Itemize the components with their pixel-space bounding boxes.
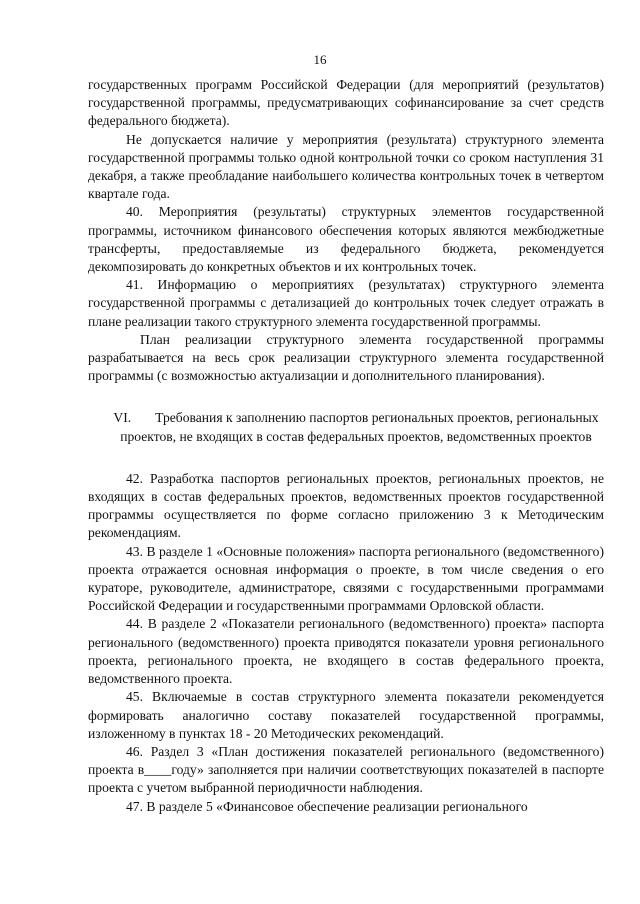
paragraph-continuation: государственных программ Российской Федерации (для мероприятий (результатов) государственной программы, предусматривающих софинансирование за счет средств федерального бюджета). — [88, 77, 604, 129]
paragraph-46: 46. Раздел 3 «План достижения показателей регионального (ведомственного) проекта в____году» заполняется при наличии соответствующих показателей в паспорте проекта с учетом выбранной периодичности наблюдения. — [88, 743, 604, 796]
paragraph-44: 44. В разделе 2 «Показатели регионального (ведомственного) проекта» паспорта регионального (ведомственного) проекта приводятся показатели уровня регионального проекта, регионального проекта, не входящего в состав федерального проекта, ведомственного проекта. — [88, 616, 604, 687]
document-body — [88, 76, 604, 816]
section-title: Требования к заполнению паспортов региональных проектов, региональных проектов, не входящих в состав федеральных проектов, ведомственных проектов — [120, 410, 599, 444]
paragraph-43: 43. В разделе 1 «Основные положения» паспорта регионального (ведомственного) проекта отражается основная информация о проекте, в том числе сведения о его кураторе, руководителе, администраторе, связями с государственными программами Российской Федерации и государственными программами Орловской области. — [88, 543, 604, 614]
paragraph-41: 41. Информацию о мероприятиях (результатах) структурного элемента государственной программы с детализацией до контрольных точек следует отражать в плане реализации такого структурного элемента государственной программы. — [88, 277, 604, 329]
section-number: VI. — [113, 410, 132, 426]
page-number: 16 — [313, 52, 327, 67]
paragraph-40: 40. Мероприятия (результаты) структурных элементов государственной программы, источником финансового обеспечения которых являются межбюджетные трансферты, предоставляемые из федерального бюджета, рекомендуется декомпозировать до конкретных объектов и их контрольных точек. — [88, 204, 604, 275]
paragraph-42: 42. Разработка паспортов региональных проектов, региональных проектов, не входящих в состав федеральных проектов, ведомственных проектов государственной программы осуществляется по форме согласно приложению 3 к Методическим рекомендациям. — [88, 470, 604, 541]
paragraph-implementation-plan: План реализации структурного элемента государственной программы разрабатывается на весь срок реализации структурного элемента государственной программы (с возможностью актуализации и дополнительного планирования). — [88, 331, 604, 384]
paragraph-47: 47. В разделе 5 «Финансовое обеспечение реализации регионального — [126, 798, 528, 814]
paragraph-45: 45. Включаемые в состав структурного элемента показатели рекомендуется формировать аналогично составу показателей государственной программы, изложенному в пунктах 18 - 20 Методических рекомендаций. — [88, 689, 604, 741]
section-heading — [88, 409, 604, 445]
paragraph-control-points: Не допускается наличие у мероприятия (результата) структурного элемента государственной программы только одной контрольной точки со сроком наступления 31 декабря, а также преобладание наибольшего количества контрольных точек в четвертом квартале года. — [88, 131, 604, 202]
